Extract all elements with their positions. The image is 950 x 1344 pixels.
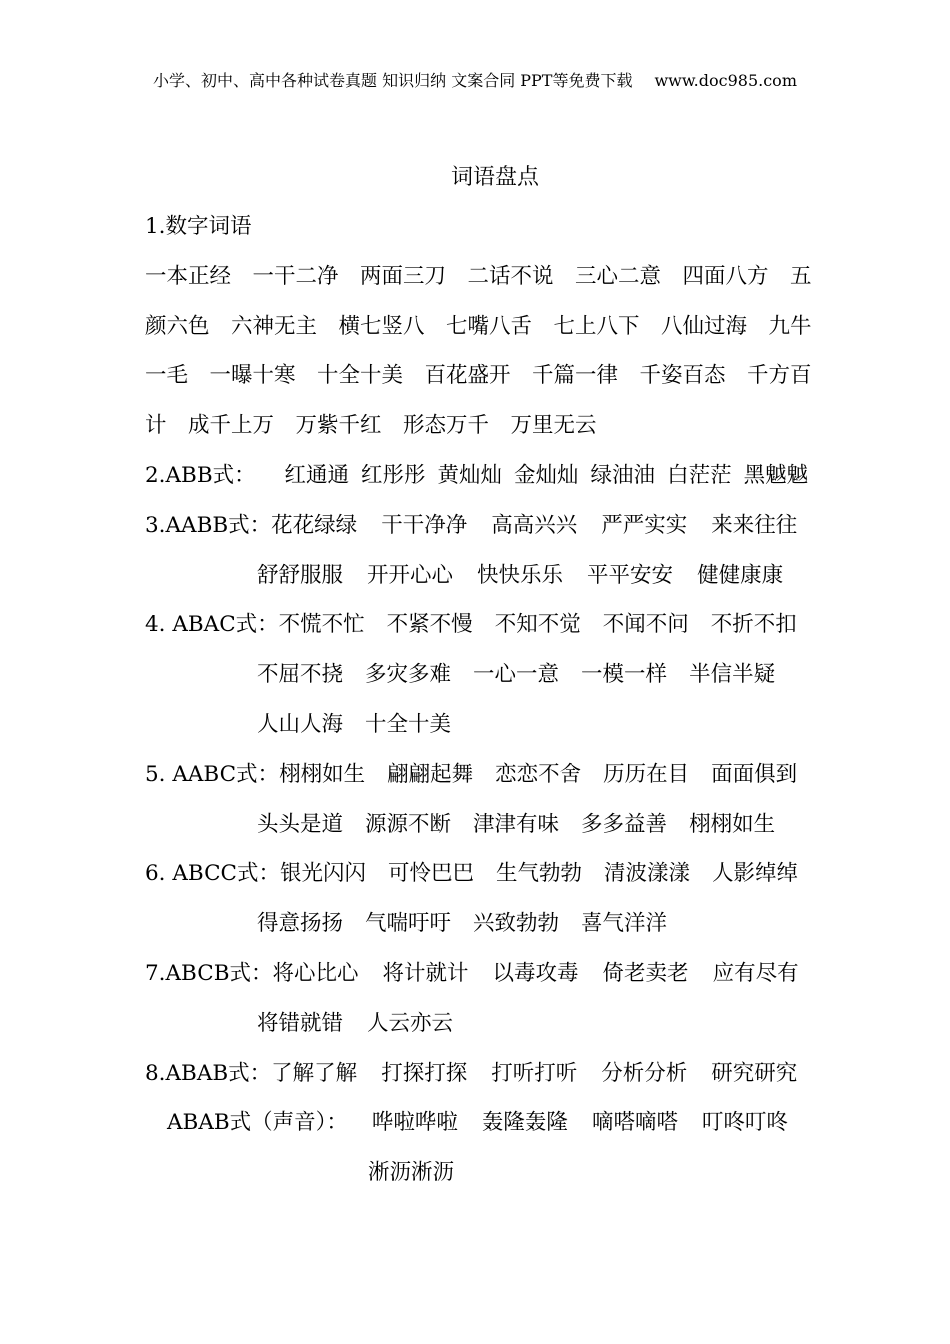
word-item: 金灿灿 — [514, 462, 579, 488]
section-8-line-2 — [145, 1098, 815, 1148]
word-item: 淅沥淅沥 — [368, 1160, 455, 1186]
section-2-words — [284, 463, 808, 488]
word-item: 得意扬扬 — [257, 911, 344, 937]
word-item: 分析分析 — [601, 1060, 688, 1086]
section-5-line-1 — [145, 750, 815, 800]
word-item: 清波漾漾 — [604, 861, 691, 887]
word-item: 红通通 — [284, 462, 349, 488]
section-8-line-3 — [145, 1148, 815, 1198]
word-item: 叮咚叮咚 — [701, 1110, 788, 1136]
word-item: 将心比心 — [272, 960, 359, 986]
word-item: 一心一意 — [473, 662, 560, 688]
word-item: 高高兴兴 — [491, 512, 578, 538]
section-8-line-1 — [145, 1049, 815, 1099]
section-1-line: 一毛 一曝十寒 十全十美 百花盛开 千篇一律 千姿百态 千方百 — [145, 363, 812, 389]
section-4-words — [257, 712, 451, 737]
word-item: 来来往往 — [711, 512, 798, 538]
word-item: 头头是道 — [257, 811, 344, 837]
section-7-words — [257, 1011, 453, 1036]
word-item: 倚老卖老 — [602, 960, 689, 986]
word-item: 以毒攻毒 — [492, 960, 579, 986]
word-item: 人山人海 — [257, 711, 344, 737]
section-5-words — [279, 762, 797, 787]
word-item: 不慌不忙 — [278, 612, 365, 638]
section-6-label: 6. ABCC式： — [145, 861, 280, 887]
word-item: 不屈不挠 — [257, 662, 344, 688]
word-item: 不紧不慢 — [386, 612, 473, 638]
section-3-line-2 — [145, 551, 815, 601]
word-item: 喜气洋洋 — [581, 911, 668, 937]
word-item: 打听打听 — [491, 1060, 578, 1086]
word-item: 快快乐乐 — [477, 562, 564, 588]
word-item: 十全十美 — [365, 711, 452, 737]
page-header — [0, 68, 950, 91]
word-item: 健健康康 — [697, 562, 784, 588]
section-4-words — [257, 662, 775, 687]
word-item: 多多益善 — [581, 811, 668, 837]
section-1-line: 计 成千上万 万紫千红 形态万千 万里无云 — [145, 413, 597, 439]
section-3-words — [271, 513, 797, 538]
section-4-label: 4. ABAC式： — [145, 612, 279, 638]
section-8-words — [372, 1110, 788, 1135]
word-item: 嘀嗒嘀嗒 — [591, 1110, 678, 1136]
section-3-words — [257, 563, 783, 588]
word-item: 翩翩起舞 — [387, 761, 474, 787]
word-item: 不闻不问 — [602, 612, 689, 638]
word-item: 生气勃勃 — [496, 861, 583, 887]
word-item: 花花绿绿 — [271, 512, 358, 538]
word-item: 人影绰绰 — [712, 861, 799, 887]
word-item: 哗啦哗啦 — [371, 1110, 458, 1136]
word-item: 不知不觉 — [494, 612, 581, 638]
section-8-words — [271, 1061, 797, 1086]
word-item: 白茫茫 — [667, 462, 732, 488]
section-5-label: 5. AABC式： — [145, 761, 280, 787]
section-4-line-2 — [145, 650, 815, 700]
section-8-sub-label: ABAB式（声音）： — [167, 1110, 348, 1136]
word-item: 应有尽有 — [712, 960, 799, 986]
section-1-line: 一本正经 一干二净 两面三刀 二话不说 三心二意 四面八方 五 — [145, 263, 812, 289]
section-5-words — [257, 812, 775, 837]
word-item: 打探打探 — [381, 1060, 468, 1086]
section-1-line: 颜六色 六神无主 横七竖八 七嘴八舌 七上八下 八仙过海 九牛 — [145, 313, 812, 339]
header-text: 小学、初中、高中各种试卷真题 知识归纳 文案合同 PPT等免费下载 — [153, 71, 633, 90]
word-item: 一模一样 — [581, 662, 668, 688]
word-item: 红彤彤 — [361, 462, 426, 488]
word-item: 干干净净 — [381, 512, 468, 538]
word-item: 源源不断 — [365, 811, 452, 837]
word-item: 黄灿灿 — [437, 462, 503, 488]
section-6-words — [280, 861, 798, 886]
section-3-line-1 — [145, 501, 815, 551]
section-7-words — [273, 961, 799, 986]
word-item: 不折不扣 — [710, 612, 797, 638]
word-item: 平平安安 — [587, 562, 674, 588]
word-item: 开开心心 — [367, 562, 454, 588]
section-4-words — [279, 612, 797, 637]
section-4-line-3 — [145, 700, 815, 750]
section-8-label: 8.ABAB式： — [145, 1060, 272, 1086]
section-3-label: 3.AABB式： — [145, 512, 272, 538]
word-item: 栩栩如生 — [279, 761, 366, 787]
section-6-line-1 — [145, 849, 815, 899]
section-6-line-2 — [145, 899, 815, 949]
section-5-line-2 — [145, 800, 815, 850]
word-item: 轰隆轰隆 — [481, 1110, 568, 1136]
word-item: 研究研究 — [711, 1060, 798, 1086]
word-item: 绿油油 — [590, 462, 656, 488]
section-7-line-2 — [145, 999, 815, 1049]
word-item: 将计就计 — [382, 960, 469, 986]
section-2 — [145, 451, 815, 501]
word-item: 栩栩如生 — [689, 811, 776, 837]
section-8-words — [368, 1160, 454, 1185]
word-item: 兴致勃勃 — [473, 911, 560, 937]
word-item: 可怜巴巴 — [388, 861, 475, 887]
word-item: 历历在目 — [603, 761, 690, 787]
word-item: 将错就错 — [257, 1010, 344, 1036]
word-item: 半信半疑 — [689, 662, 776, 688]
page-title: 词语盘点 — [450, 165, 539, 190]
section-4-line-1 — [145, 600, 815, 650]
section-7-label: 7.ABCB式： — [145, 960, 273, 986]
header-site: www.doc985.com — [654, 71, 797, 90]
word-item: 津津有味 — [473, 811, 560, 837]
word-item: 恋恋不舍 — [495, 761, 582, 787]
word-item: 面面俱到 — [711, 761, 798, 787]
word-item: 严严实实 — [601, 512, 688, 538]
word-item: 舒舒服服 — [257, 562, 344, 588]
word-list — [145, 202, 815, 1198]
section-7-line-1 — [145, 949, 815, 999]
word-item: 黑魆魆 — [743, 462, 809, 488]
word-item: 多灾多难 — [365, 662, 452, 688]
section-2-label: 2.ABB式： — [145, 462, 256, 488]
section-1-heading: 1.数字词语 — [145, 214, 252, 239]
word-item: 了解了解 — [271, 1060, 358, 1086]
section-6-words — [257, 911, 667, 936]
word-item: 人云亦云 — [367, 1010, 454, 1036]
word-item: 银光闪闪 — [279, 861, 366, 887]
word-item: 气喘吁吁 — [365, 911, 452, 937]
